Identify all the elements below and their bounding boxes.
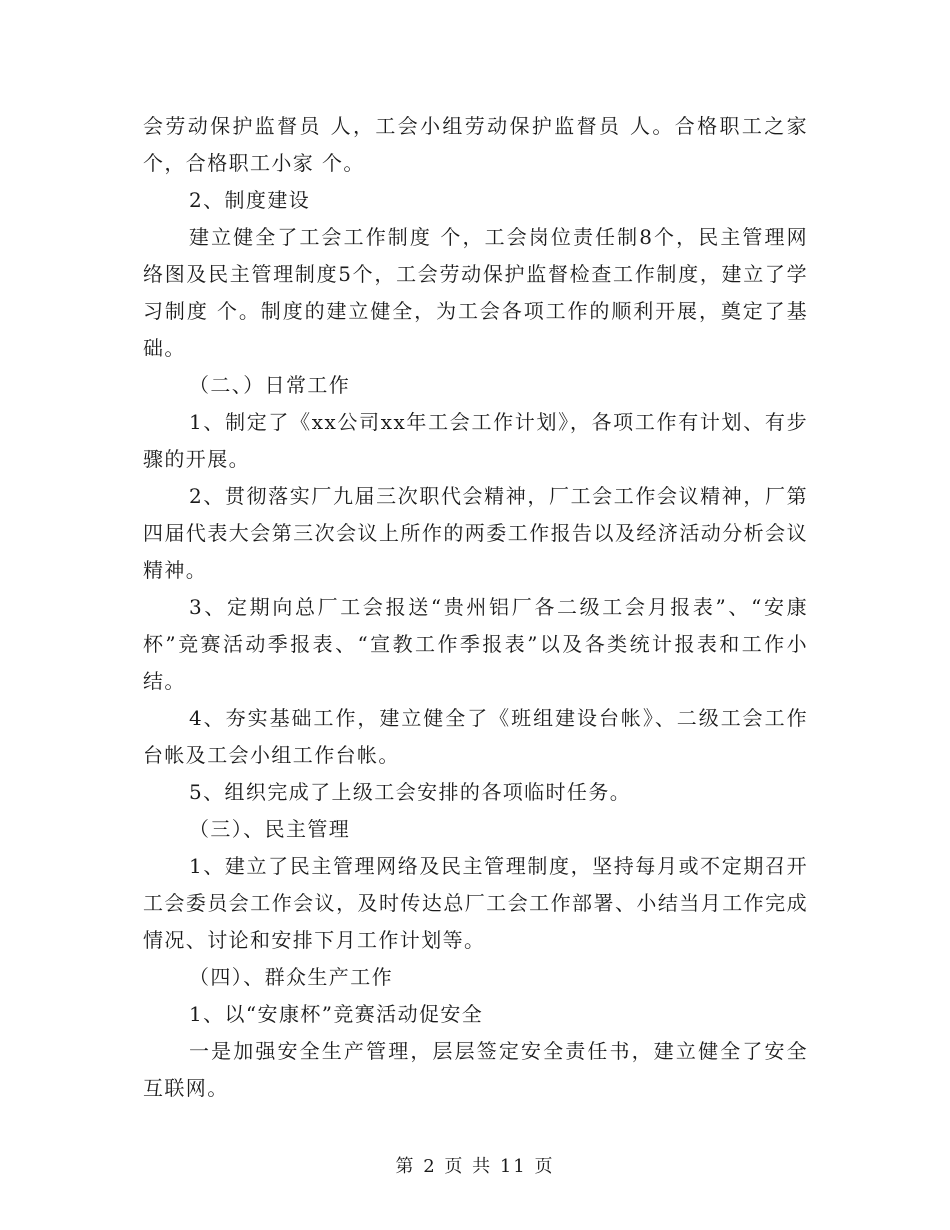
paragraph-6: 2、贯彻落实厂九届三次职代会精神，厂工会工作会议精神，厂第四届代表大会第三次会议上所作的两委工作报告以及经济活动分析会议精神。 bbox=[143, 484, 808, 582]
paragraph-1: 会劳动保护监督员 人，工会小组劳动保护监督员 人。合格职工之家个，合格职工小家 个。 bbox=[143, 114, 808, 175]
paragraph-11: 1、建立了民主管理网络及民主管理制度，坚持每月或不定期召开工会委员会工作会议，及时传达总厂工会工作部署、小结当月工作完成情况、讨论和安排下月工作计划等。 bbox=[143, 854, 808, 952]
page-footer: 第 2 页 共 11 页 bbox=[395, 1156, 555, 1177]
paragraph-8: 4、夯实基础工作，建立健全了《班组建设台帐》、二级工会工作台帐及工会小组工作台帐。 bbox=[143, 706, 808, 767]
document-body bbox=[143, 108, 808, 1107]
paragraph-5: 1、制定了《xx公司xx年工会工作计划》，各项工作有计划、有步骤的开展。 bbox=[143, 410, 808, 471]
paragraph-9: 5、组织完成了上级工会安排的各项临时任务。 bbox=[189, 780, 632, 804]
paragraph-2: 2、制度建设 bbox=[189, 188, 311, 212]
paragraph-7: 3、定期向总厂工会报送“贵州铝厂各二级工会月报表”、“安康杯”竞赛活动季报表、“宣教工作季报表”以及各类统计报表和工作小结。 bbox=[143, 595, 808, 693]
paragraph-13: 1、以“安康杯”竞赛活动促安全 bbox=[189, 1002, 484, 1026]
paragraph-3: 建立健全了工会工作制度 个，工会岗位责任制8个，民主管理网络图及民主管理制度5个，工会劳动保护监督检查工作制度，建立了学习制度 个。制度的建立健全，为工会各项工作的顺利开展，奠定了基础。 bbox=[143, 225, 808, 360]
paragraph-14: 一是加强安全生产管理，层层签定安全责任书，建立健全了安全互联网。 bbox=[143, 1039, 808, 1100]
paragraph-12: （四）、群众生产工作 bbox=[189, 965, 393, 989]
paragraph-4: （二、）日常工作 bbox=[189, 373, 351, 397]
paragraph-10: （三）、民主管理 bbox=[189, 817, 351, 841]
